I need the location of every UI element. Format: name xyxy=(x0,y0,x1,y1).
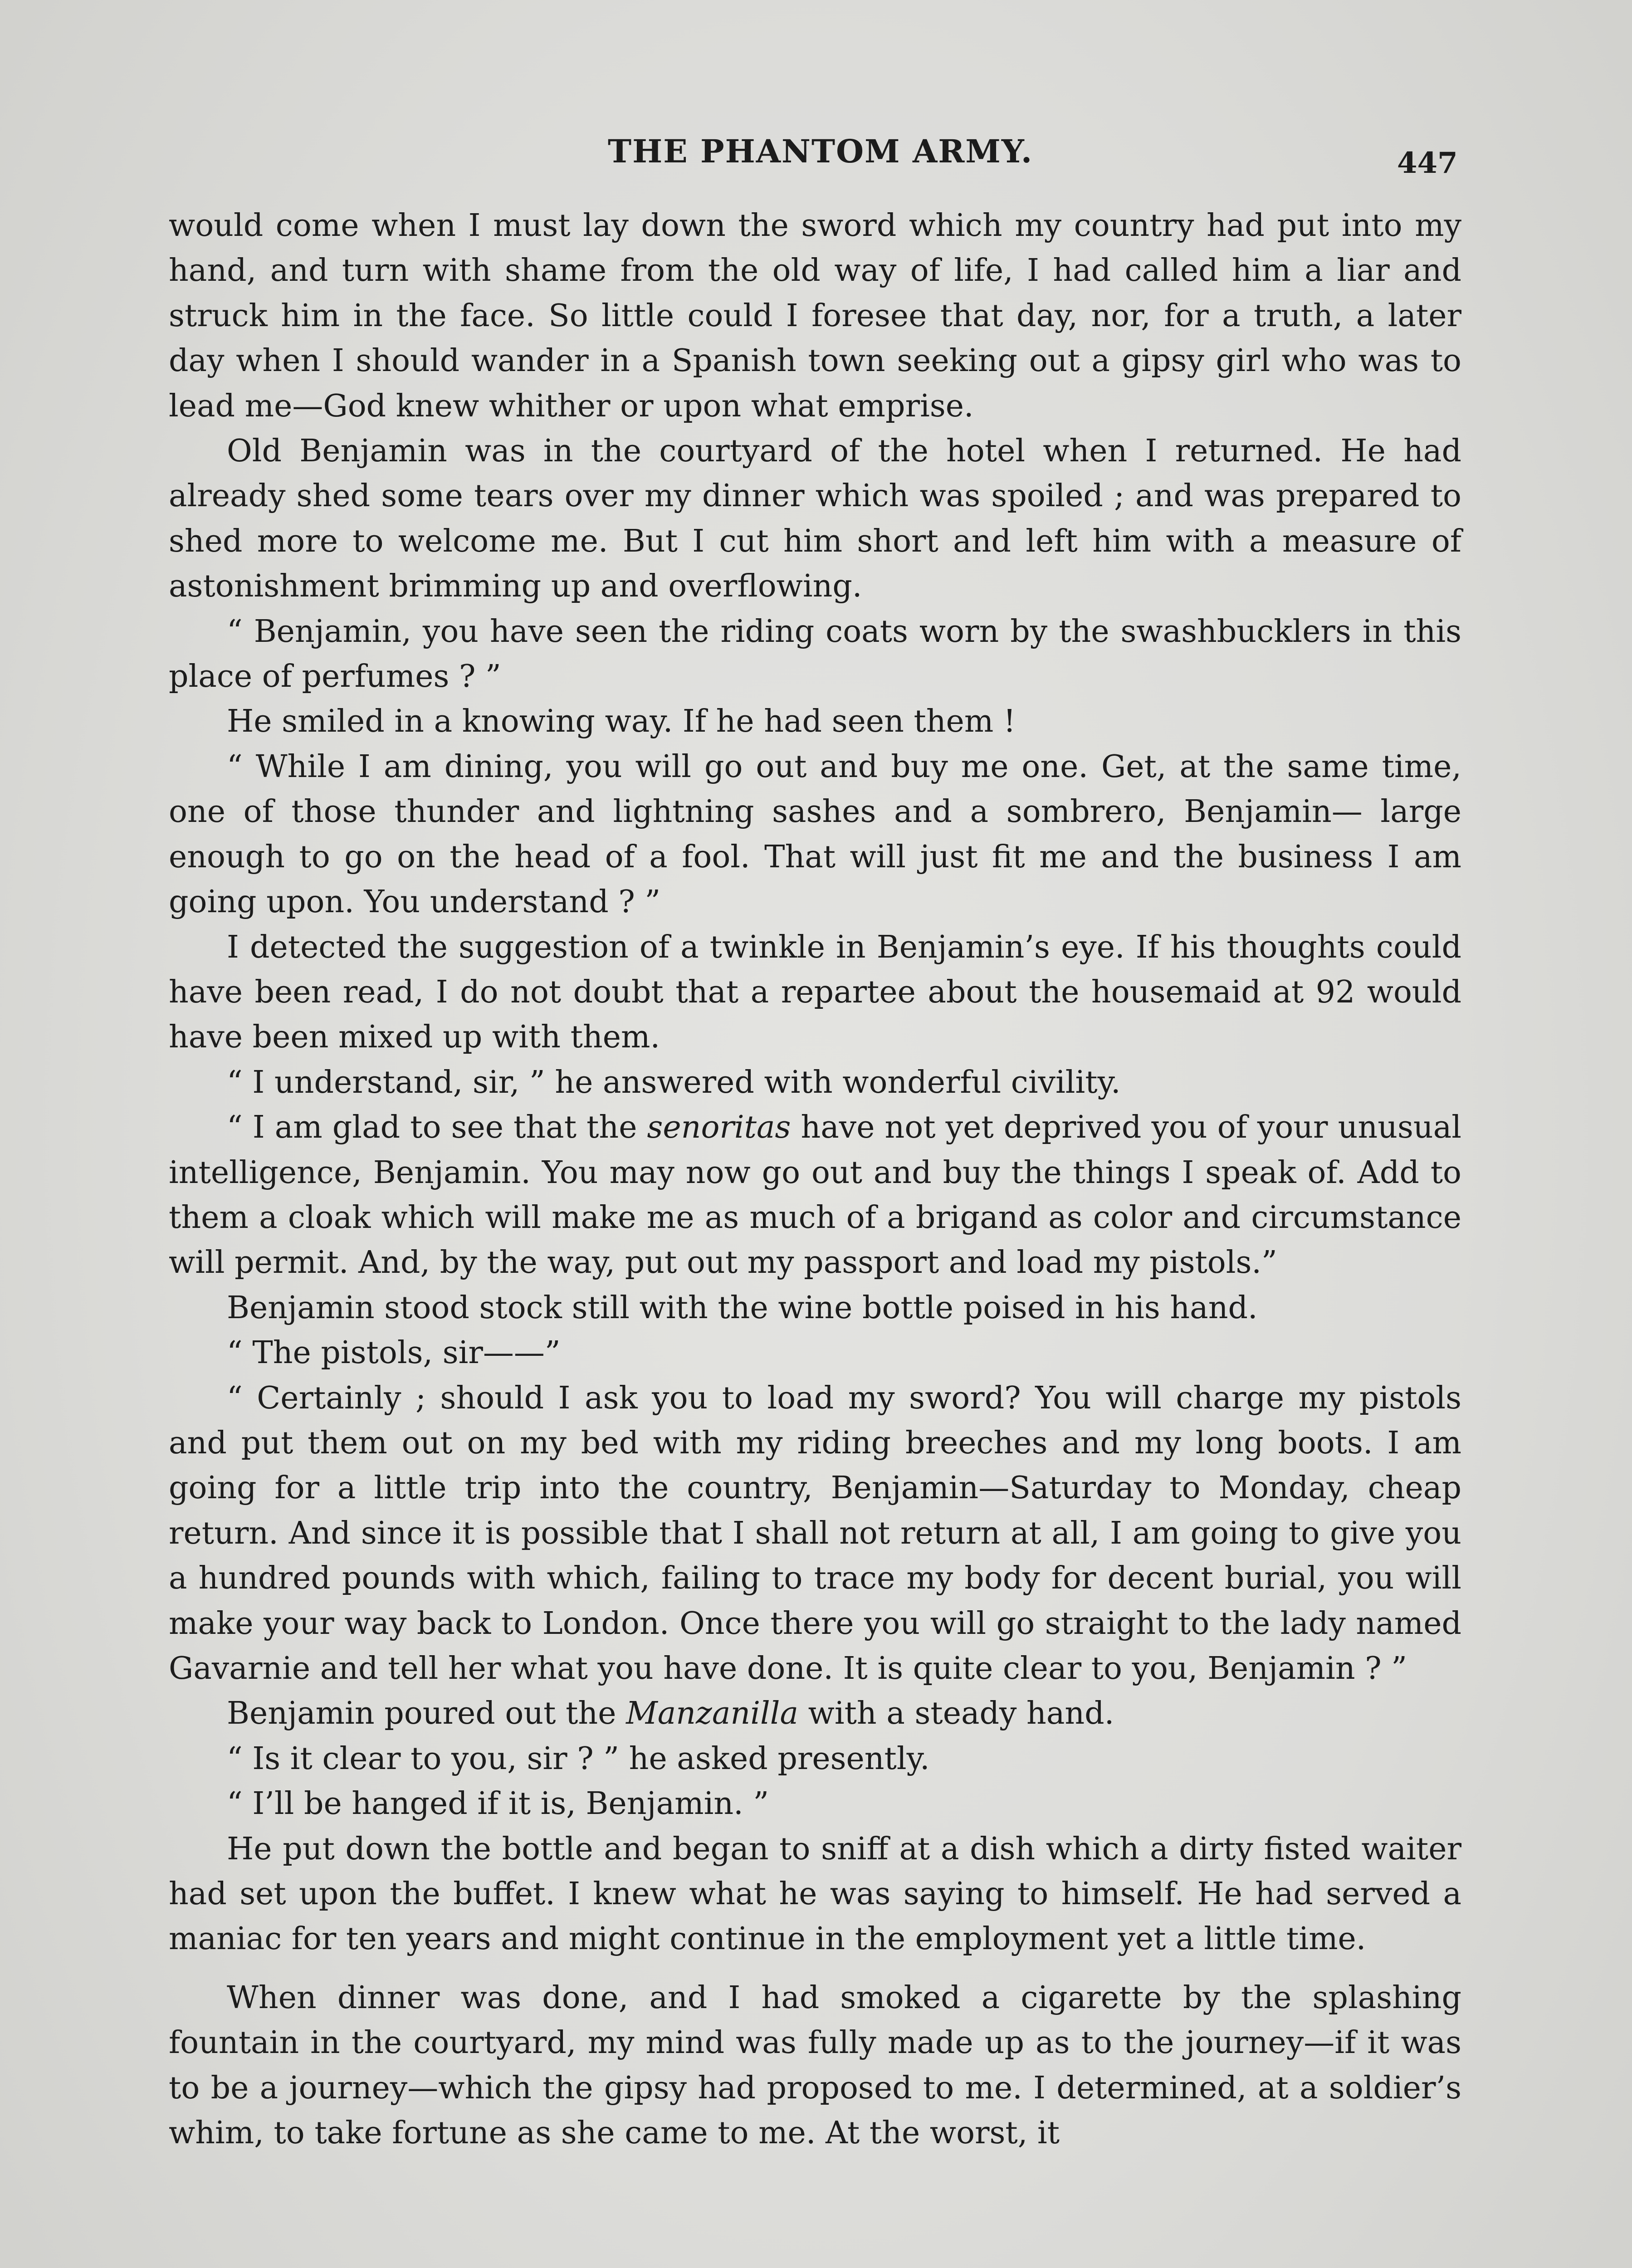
paragraph: Benjamin poured out the Manzanilla with a steady hand. xyxy=(227,1696,1114,1732)
paragraph: He smiled in a knowing way. If he had seen them ! xyxy=(227,704,1016,740)
italic-word: Manzanilla xyxy=(626,1696,799,1732)
paragraph: would come when I must lay down the sword which my country had put into my hand, and turn with shame from the old way of life, I had called him a liar and struck him in the face. So little could I foresee that day, nor, for a truth, a later day when I should wander in a Spanish town seeking out a gipsy girl who was to lead me—God knew whither or upon what emprise. xyxy=(169,208,1461,424)
paragraph: “ The pistols, sir——” xyxy=(227,1335,561,1371)
running-head: THE PHANTOM ARMY. xyxy=(608,132,1033,170)
paragraph: Benjamin stood stock still with the wine bottle poised in his hand. xyxy=(227,1290,1258,1326)
paragraph: When dinner was done, and I had smoked a cigarette by the splashing fountain in the courtyard, my mind was fully made up as to the journey—if it was to be a journey—which the gipsy had proposed to me. I determined, at a soldier’s whim, to take fortune as she came to me. At the worst, it xyxy=(169,1980,1461,2151)
paragraph: Old Benjamin was in the courtyard of the hotel when I returned. He had already shed some tears over my dinner which was spoiled ; and was prepared to shed more to welcome me. But I cut him short and left him with a measure of astonishment brimming up and overflowing. xyxy=(169,433,1461,605)
paragraph: He put down the bottle and began to sniff at a dish which a dirty fisted waiter had set upon the buffet. I knew what he was saying to himself. He had served a maniac for ten years and might continue in the employment yet a little time. xyxy=(169,1831,1461,1957)
paragraph: “ While I am dining, you will go out and buy me one. Get, at the same time, one of those thunder and lightning sashes and a sombrero, Benjamin— large enough to go on the head of a fool. That will just fit me and the business I am going upon. You understand ? ” xyxy=(169,748,1461,920)
paragraph: “ Is it clear to you, sir ? ” he asked presently. xyxy=(227,1740,930,1777)
paragraph: “ I understand, sir, ” he answered with wonderful civility. xyxy=(227,1064,1121,1100)
body-text xyxy=(169,203,1461,2156)
paragraph: “ I am glad to see that the senoritas have not yet deprived you of your unusual intelligence, Benjamin. You may now go out and buy the things I speak of. Add to them a cloak which will make me as much of a brigand as color and circumstance will permit. And, by the way, put out my passport and load my pistols.” xyxy=(169,1110,1461,1281)
paragraph: “ I’ll be hanged if it is, Benjamin. ” xyxy=(227,1786,769,1822)
italic-word: senoritas xyxy=(647,1110,791,1146)
paragraph: I detected the suggestion of a twinkle in Benjamin’s eye. If his thoughts could have been read, I do not doubt that a repartee about the housemaid at 92 would have been mixed up with them. xyxy=(169,929,1461,1056)
paragraph: “ Benjamin, you have seen the riding coats worn by the swashbucklers in this place of perfumes ? ” xyxy=(169,613,1461,695)
paragraph: “ Certainly ; should I ask you to load my sword? You will charge my pistols and put them out on my bed with my riding breeches and my long boots. I am going for a little trip into the country, Benjamin—Saturday to Monday, cheap return. And since it is possible that I shall not return at all, I am going to give you a hundred pounds with which, failing to trace my body for decent burial, you will make your way back to London. Once there you will go straight to the lady named Gavarnie and tell her what you have done. It is quite clear to you, Benjamin ? ” xyxy=(169,1380,1461,1686)
page-number: 447 xyxy=(1397,146,1458,180)
